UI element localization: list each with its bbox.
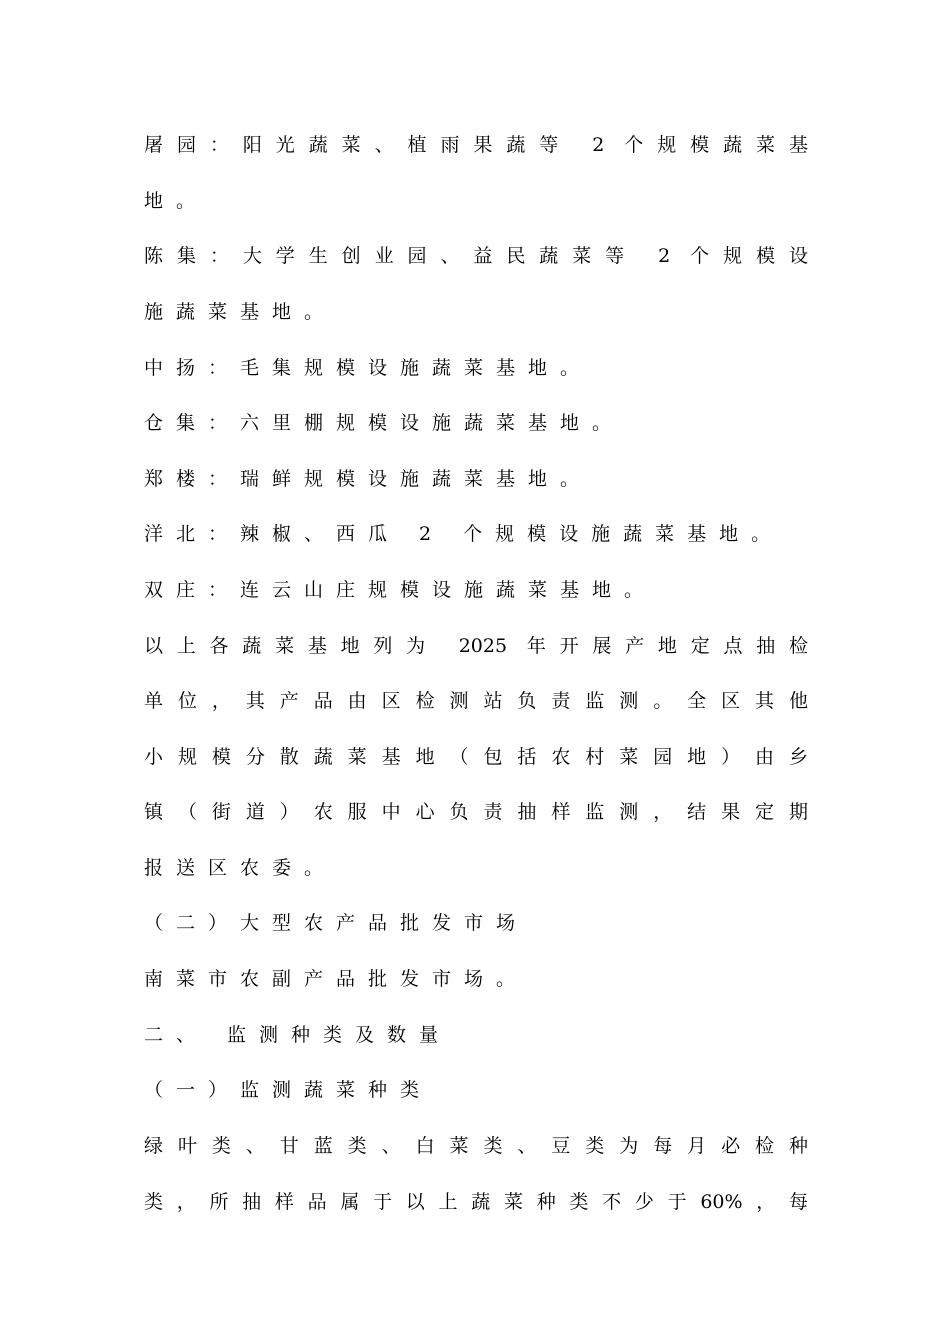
- text-line: 双庄：连云山庄规模设施蔬菜基地。: [144, 579, 657, 601]
- text-line: 屠园：阳光蔬菜、植雨果蔬等 2 个规模蔬菜基: [144, 134, 808, 156]
- text-line: 郑楼：瑞鲜规模设施蔬菜基地。: [144, 468, 593, 490]
- section-heading: （一）监测蔬菜种类: [144, 1079, 433, 1101]
- section-heading: 二、 监测种类及数量: [144, 1024, 452, 1046]
- text-line: 施蔬菜基地。: [144, 301, 337, 323]
- text-line: 镇（街道）农服中心负责抽样监测，结果定期: [144, 801, 808, 823]
- text-line: 报送区农委。: [144, 857, 337, 879]
- text-line: 南菜市农副产品批发市场。: [144, 968, 529, 990]
- text-line: 类，所抽样品属于以上蔬菜种类不少于60%，每: [144, 1191, 808, 1213]
- text-line: 陈集：大学生创业园、益民蔬菜等 2 个规模设: [144, 245, 808, 267]
- text-line: 单位，其产品由区检测站负责监测。全区其他: [144, 690, 808, 712]
- section-heading: （二）大型农产品批发市场: [144, 912, 529, 934]
- text-line: 中扬：毛集规模设施蔬菜基地。: [144, 357, 593, 379]
- text-line: 洋北：辣椒、西瓜 2 个规模设施蔬菜基地。: [144, 523, 784, 545]
- text-line: 绿叶类、甘蓝类、白菜类、豆类为每月必检种: [144, 1135, 808, 1157]
- text-line: 地。: [144, 190, 209, 212]
- text-line: 以上各蔬菜基地列为 2025 年开展产地定点抽检: [144, 635, 808, 657]
- text-line: 仓集：六里棚规模设施蔬菜基地。: [144, 412, 625, 434]
- text-line: 小规模分散蔬菜基地（包括农村菜园地）由乡: [144, 746, 808, 768]
